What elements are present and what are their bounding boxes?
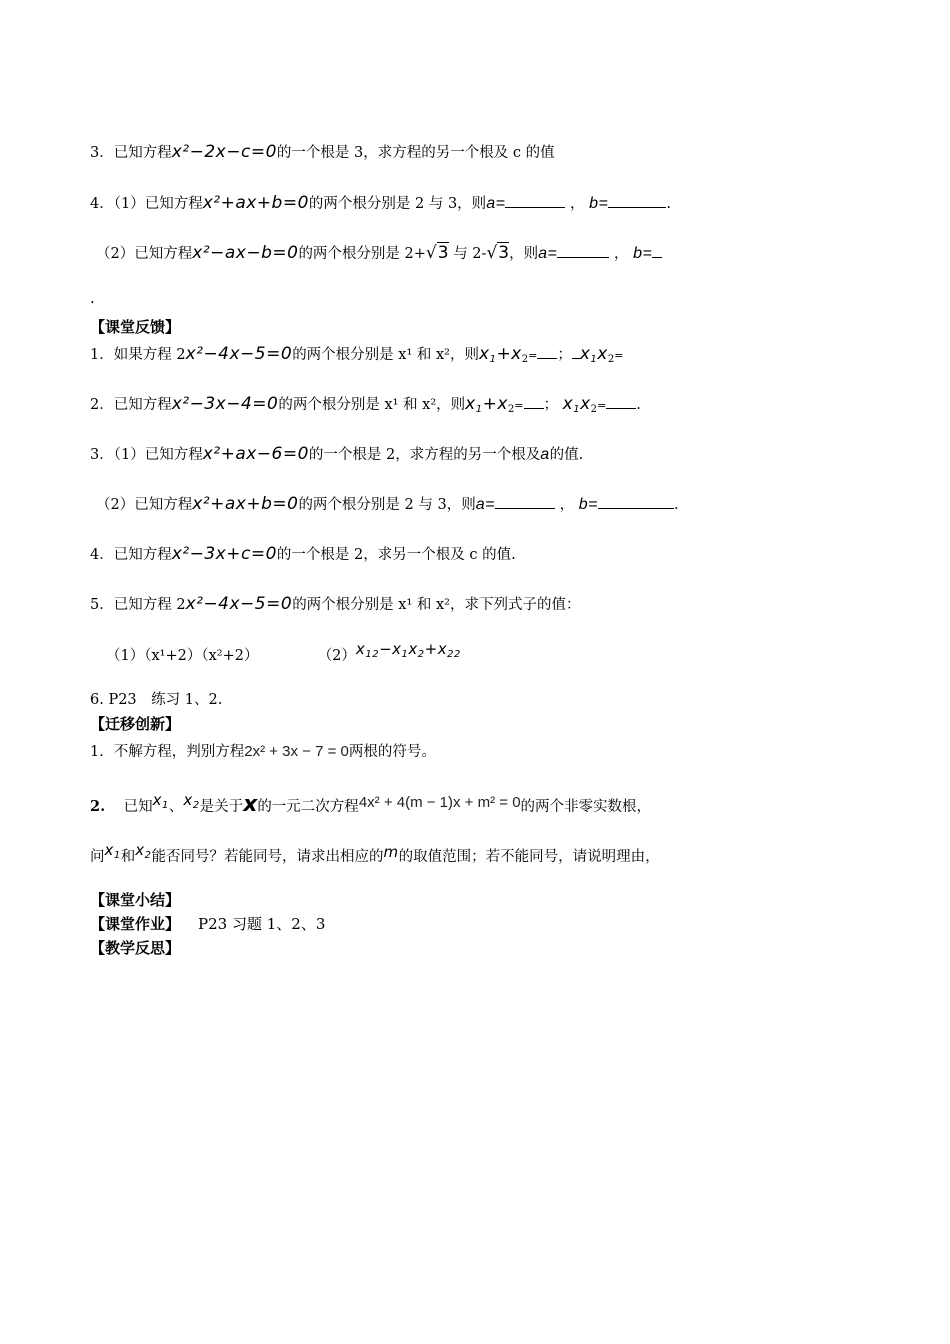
question-4-prefix: 4．（1）已知方程 (90, 196, 203, 212)
feedback-q5-prefix: 5．已知方程 2 (90, 597, 186, 613)
question-4b-mid: 的两个根分别是 2+ (298, 246, 426, 262)
feedback-question-5-subparts (106, 640, 461, 671)
question-4-mid: 的两个根分别是 2 与 3，则 (308, 196, 487, 212)
sum-equals: $_2$= (507, 399, 524, 415)
answer-blank (572, 344, 580, 359)
equation: x²−4x−5=0 (185, 594, 293, 614)
product-equals: $_2$= (590, 399, 607, 415)
answer-blank (505, 193, 565, 208)
product-expression: $x_1x$ (579, 344, 608, 365)
transfer-question-2 (90, 791, 652, 822)
transfer-q2-text: 、 (168, 799, 184, 815)
answer-blank (608, 193, 666, 208)
homework-heading: 【课堂作业】 (90, 915, 181, 933)
b-equals: b= (633, 245, 653, 262)
transfer-q2-text: 已知 (123, 799, 153, 815)
feedback-q2-mid: 的两个根分别是 x¹ 和 x²，则 (278, 397, 466, 413)
answer-blank (537, 344, 557, 359)
equation: x²−3x+c=0 (171, 544, 277, 564)
question-4-part-1: 4．（1）已知方程x²+ax+b=0的两个根分别是 2 与 3，则a= ， b= . (90, 193, 672, 213)
transfer-q2-text: 是关于 (199, 799, 244, 815)
transfer-q2-text: 的两个非零实数根， (520, 799, 652, 815)
sqrt-3-value: 3 (498, 243, 510, 263)
answer-blank (557, 243, 609, 258)
question-4-part-2: （2）已知方程x²−ax−b=0的两个根分别是 2+√3 与 2-√3，则a= ， b= (96, 243, 662, 264)
transfer-heading: 【迁移创新】 (90, 715, 181, 733)
feedback-question-4 (90, 544, 516, 565)
transfer-q1-prefix: 1．不解方程，判别方程 (90, 744, 245, 760)
transfer-question-1 (90, 742, 436, 762)
sqrt-3: √3 (486, 243, 510, 263)
feedback-q4-suffix: 的一个根是 2，求另一个根及 c 的值. (276, 547, 516, 563)
equation: x²−ax−b=0 (192, 243, 299, 263)
transfer-q2-text: 能否同号？若能同号，请求出相应的 (151, 849, 384, 865)
subpart-2-expression: $x_1^2-x_1x_2+x_2^2$ (355, 640, 461, 660)
feedback-q3b-prefix: （2）已知方程 (96, 497, 193, 513)
feedback-question-2: 2．已知方程x²−3x−4=0的两个根分别是 x¹ 和 x²，则$x_1+x_2=$ ； $x_1x_2=$ . (90, 394, 641, 415)
feedback-question-6: 6. P23 练习 1、2. (90, 692, 223, 708)
dot: . (90, 291, 95, 307)
sqrt-3-value: 3 (437, 243, 449, 263)
feedback-q1-prefix: 1．如果方程 2 (90, 347, 186, 363)
x2-symbol: $x_2$ (135, 841, 152, 861)
b-equals: b= (578, 496, 598, 513)
b-equals: b= (589, 195, 609, 212)
summary-heading: 【课堂小结】 (90, 891, 181, 909)
sum-equals: $_2$= (521, 349, 538, 365)
transfer-q2-text: 的一元二次方程 (257, 799, 359, 815)
answer-blank (652, 243, 662, 258)
a-equals: a= (486, 195, 506, 212)
feedback-q4-prefix: 4．已知方程 (90, 547, 172, 563)
question-3-suffix: 的一个根是 3，求方程的另一个根及 c 的值 (276, 145, 555, 161)
question-3 (90, 142, 555, 163)
sqrt-3: √3 (425, 243, 449, 263)
answer-blank (598, 494, 674, 509)
subpart-2-label: （2） (317, 648, 356, 664)
transfer-q2-text: 的取值范围；若不能同号，请说明理由， (398, 849, 660, 865)
a-equals: a= (475, 496, 495, 513)
feedback-question-3-part-2: （2）已知方程x²+ax+b=0的两个根分别是 2 与 3，则a= ， b= . (96, 494, 679, 514)
equation: x²+ax+b=0 (202, 193, 309, 213)
feedback-q2-prefix: 2．已知方程 (90, 397, 172, 413)
equation: x²+ax+b=0 (192, 494, 299, 514)
equation: x²−3x−4=0 (171, 394, 279, 414)
feedback-q3b-mid: 的两个根分别是 2 与 3，则 (298, 497, 476, 513)
product-equals: $_2$= (607, 349, 624, 365)
equation: x²−4x−5=0 (185, 344, 293, 364)
question-4b-prefix: （2）已知方程 (96, 246, 193, 262)
feedback-question-5 (90, 594, 581, 615)
question-4b-mid2: 与 2- (453, 246, 487, 262)
variable-a: a (540, 446, 550, 463)
feedback-heading: 【课堂反馈】 (90, 318, 181, 336)
feedback-question-1: 1．如果方程 2x²−4x−5=0的两个根分别是 x¹ 和 x²，则$x_1+x_2=$ ； $x_1x_2=$ (90, 344, 624, 365)
feedback-q3-tail: 的值. (549, 447, 584, 463)
sum-expression: $x_1+x$ (479, 344, 522, 365)
product-expression: $x_1x$ (562, 394, 591, 415)
sum-expression: $x_1+x$ (465, 394, 508, 415)
feedback-q3-prefix: 3．（1）已知方程 (90, 447, 203, 463)
equation: 4x² + 4(m − 1)x + m² = 0 (358, 794, 521, 811)
answer-blank (524, 394, 544, 409)
transfer-question-2-line-2 (90, 841, 660, 872)
transfer-q2-text: 和 (120, 849, 136, 865)
m-symbol: m (383, 843, 399, 861)
feedback-q5-suffix: 的两个根分别是 x¹ 和 x²，求下列式子的值： (292, 597, 581, 613)
reflection-heading: 【教学反思】 (90, 939, 181, 957)
question-4b-then: ，则 (509, 246, 539, 262)
answer-blank (606, 394, 636, 409)
question-number: 2. (90, 798, 106, 815)
a-equals: a= (538, 245, 558, 262)
equation: x²+ax−6=0 (202, 444, 309, 464)
x1-symbol: $x_1$ (104, 841, 121, 861)
feedback-q3-suffix: 的一个根是 2，求方程的另一个根及 (308, 447, 541, 463)
x1-symbol: $x_1$ (152, 791, 169, 811)
homework-line (90, 913, 325, 934)
x-symbol: x (243, 792, 258, 817)
equation: x²−2x−c=0 (171, 142, 277, 162)
transfer-q2-text: 问 (90, 849, 105, 865)
question-3-prefix: 3．已知方程 (90, 145, 172, 161)
answer-blank (495, 494, 555, 509)
x2-symbol: $x_2$ (183, 791, 200, 811)
subpart-1: （1）（x¹+2）（x²+2） (106, 648, 259, 664)
feedback-question-3 (90, 444, 583, 465)
homework-text: P23 习题 1、2、3 (198, 915, 326, 933)
equation: 2x² + 3x − 7 = 0 (244, 743, 349, 760)
feedback-q1-mid: 的两个根分别是 x¹ 和 x²，则 (292, 347, 479, 363)
transfer-q1-suffix: 两根的符号。 (348, 744, 436, 760)
